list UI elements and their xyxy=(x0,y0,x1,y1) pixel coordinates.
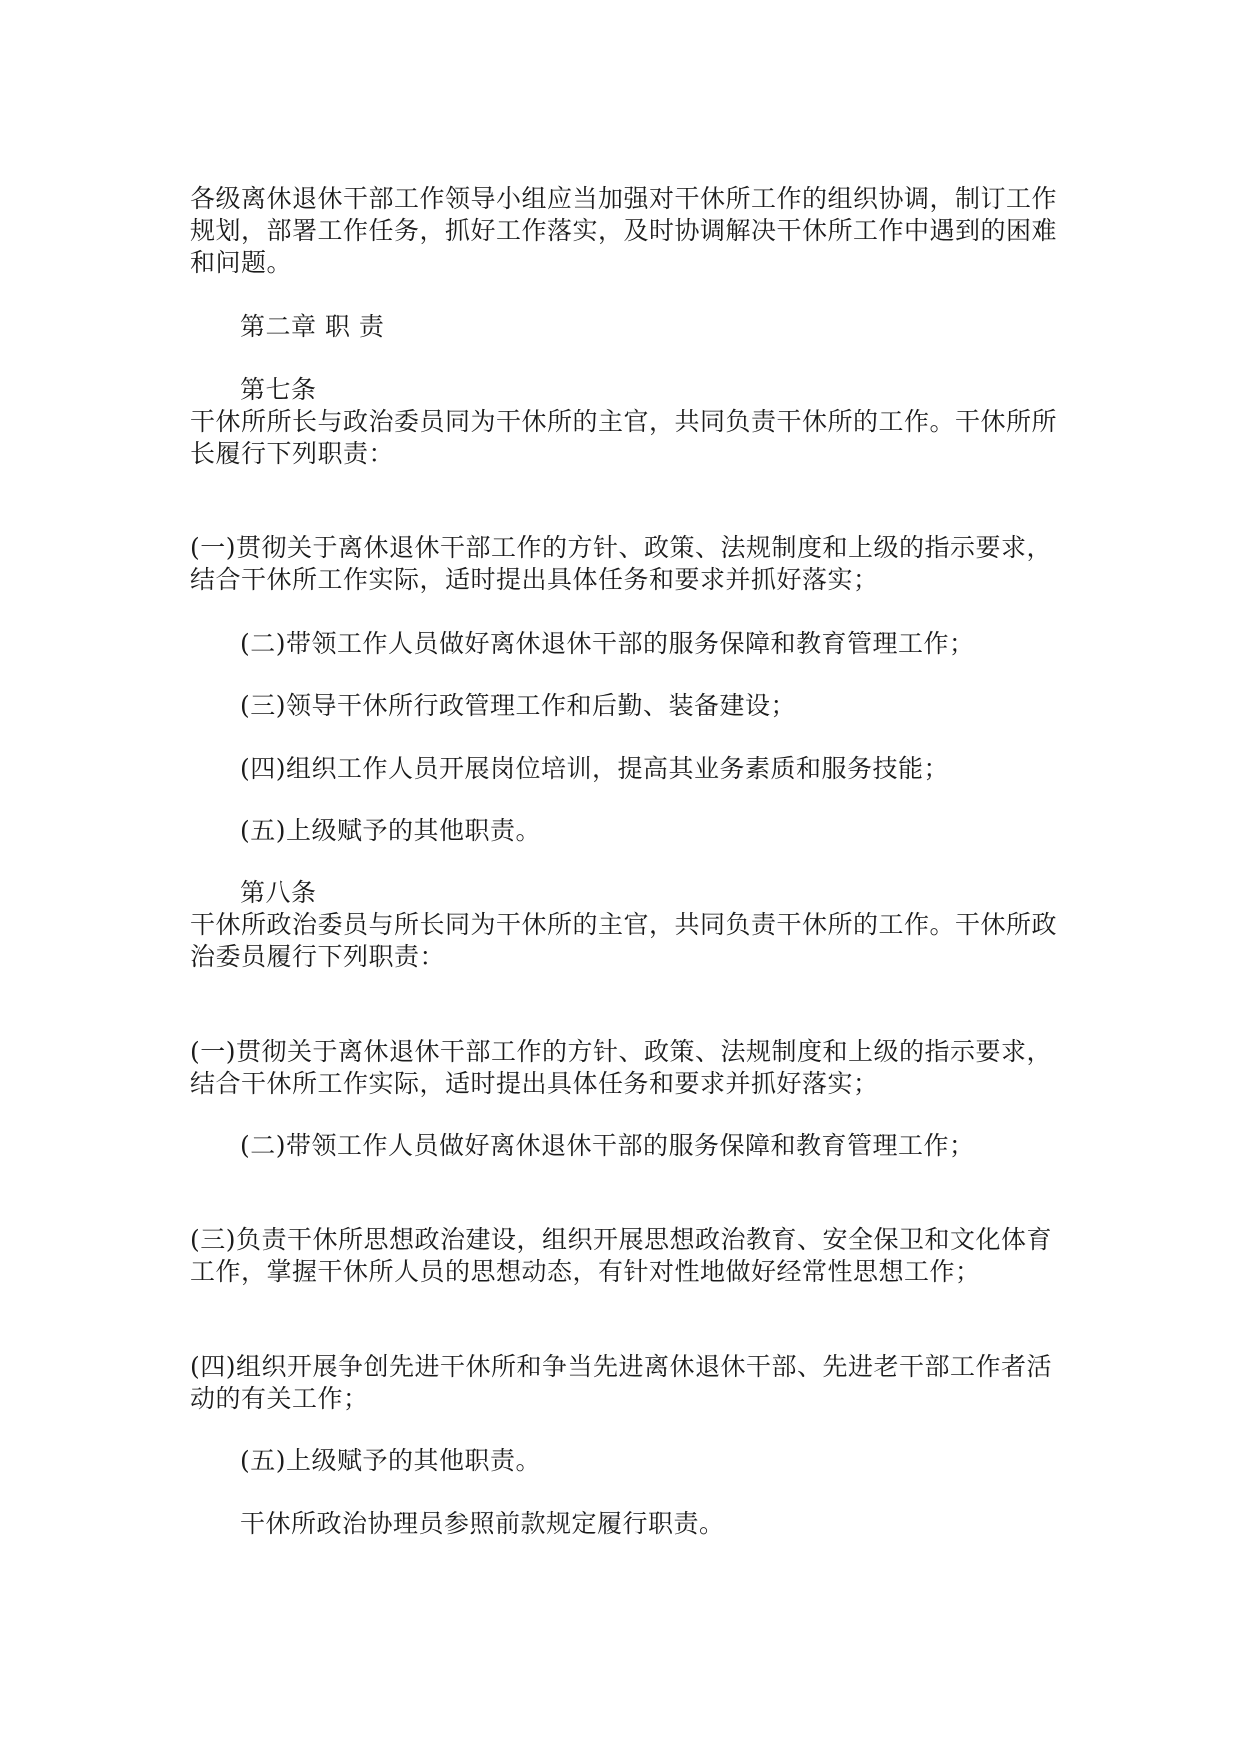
article-8-item-4-line-2: 动的有关工作； xyxy=(190,1384,369,1413)
article-7-body-line-2: 长履行下列职责： xyxy=(190,439,395,468)
article-8-item-2: (二)带领工作人员做好离休退休干部的服务保障和教育管理工作； xyxy=(240,1131,975,1160)
article-7-item-5: (五)上级赋予的其他职责。 xyxy=(240,816,542,845)
article-8-item-1-line-2: 结合干休所工作实际，适时提出具体任务和要求并抓好落实； xyxy=(190,1069,879,1098)
article-8-item-1-line-1: (一)贯彻关于离休退休干部工作的方针、政策、法规制度和上级的指示要求， xyxy=(190,1037,1053,1066)
article-8-item-3-line-2: 工作，掌握干休所人员的思想动态，有针对性地做好经常性思想工作； xyxy=(190,1257,981,1286)
article-7-item-2: (二)带领工作人员做好离休退休干部的服务保障和教育管理工作； xyxy=(240,629,975,658)
article-8-closing: 干休所政治协理员参照前款规定履行职责。 xyxy=(240,1509,725,1538)
intro-line-3: 和问题。 xyxy=(190,248,293,277)
article-8-item-3-line-1: (三)负责干休所思想政治建设，组织开展思想政治教育、安全保卫和文化体育 xyxy=(190,1225,1053,1254)
article-7-body-line-1: 干休所所长与政治委员同为干休所的主官，共同负责干休所的工作。干休所所 xyxy=(190,407,1058,436)
article-8-item-5: (五)上级赋予的其他职责。 xyxy=(240,1446,542,1475)
article-7-item-3: (三)领导干休所行政管理工作和后勤、装备建设； xyxy=(240,691,797,720)
article-8-body-line-1: 干休所政治委员与所长同为干休所的主官，共同负责干休所的工作。干休所政 xyxy=(190,910,1058,939)
article-7-item-1-line-2: 结合干休所工作实际，适时提出具体任务和要求并抓好落实； xyxy=(190,565,879,594)
article-7-heading: 第七条 xyxy=(240,375,317,404)
chapter-heading: 第二章 职 责 xyxy=(240,312,385,341)
article-7-item-4: (四)组织工作人员开展岗位培训，提高其业务素质和服务技能； xyxy=(240,754,950,783)
intro-line-1: 各级离休退休干部工作领导小组应当加强对干休所工作的组织协调，制订工作 xyxy=(190,184,1058,213)
article-7-item-1-line-1: (一)贯彻关于离休退休干部工作的方针、政策、法规制度和上级的指示要求， xyxy=(190,533,1053,562)
intro-line-2: 规划，部署工作任务，抓好工作落实，及时协调解决干休所工作中遇到的困难 xyxy=(190,216,1058,245)
article-8-item-4-line-1: (四)组织开展争创先进干休所和争当先进离休退休干部、先进老干部工作者活 xyxy=(190,1352,1053,1381)
article-8-heading: 第八条 xyxy=(240,878,317,907)
article-8-body-line-2: 治委员履行下列职责： xyxy=(190,942,446,971)
